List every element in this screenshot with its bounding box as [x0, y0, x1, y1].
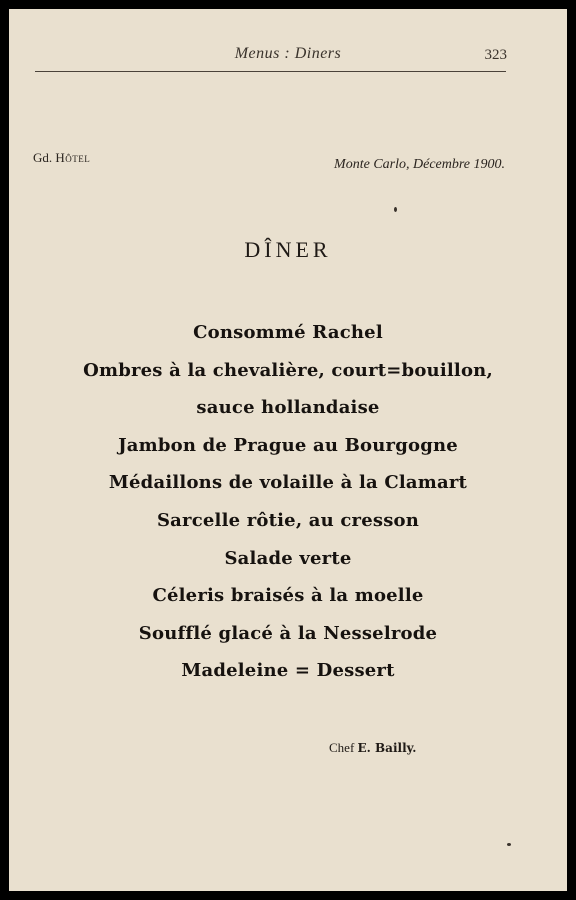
- running-title: Menus : Diners: [234, 45, 342, 62]
- menu-course: Consommé Rachel: [193, 322, 383, 343]
- menu-title: DÎNER: [244, 237, 332, 262]
- menu-course: Médaillons de volaille à la Clamart: [108, 472, 468, 494]
- hotel-name: Hôtel: [55, 150, 91, 165]
- menu-courses: [9, 314, 567, 690]
- page-number: 323: [484, 47, 507, 63]
- menu-course: Madeleine = Dessert: [181, 660, 395, 682]
- chef-signature: [329, 740, 416, 756]
- menu-course: Sarcelle rôtie, au cresson: [156, 509, 420, 531]
- menu-course: Céleris braisés à la moelle: [152, 585, 424, 607]
- paper-speck: [507, 843, 511, 846]
- menu-course: Soufflé glacé à la Nesselrode: [138, 622, 438, 644]
- menu-course: sauce hollandaise: [196, 397, 380, 419]
- paper-speck: [394, 207, 397, 212]
- menu-course: Salade verte: [224, 547, 352, 569]
- menu-course: Ombres à la chevalière, court=bouillon,: [83, 359, 493, 381]
- hotel-prefix: Gd.: [33, 150, 53, 165]
- menu-course: Jambon de Prague au Bourgogne: [118, 434, 458, 456]
- chef-name: E. Bailly.: [357, 741, 417, 755]
- book-page: [9, 9, 567, 891]
- header-rule: [35, 71, 506, 72]
- hotel-label: [33, 150, 90, 166]
- place-date: Monte Carlo, Décembre 1900.: [334, 157, 505, 172]
- chef-prefix: Chef: [329, 740, 355, 755]
